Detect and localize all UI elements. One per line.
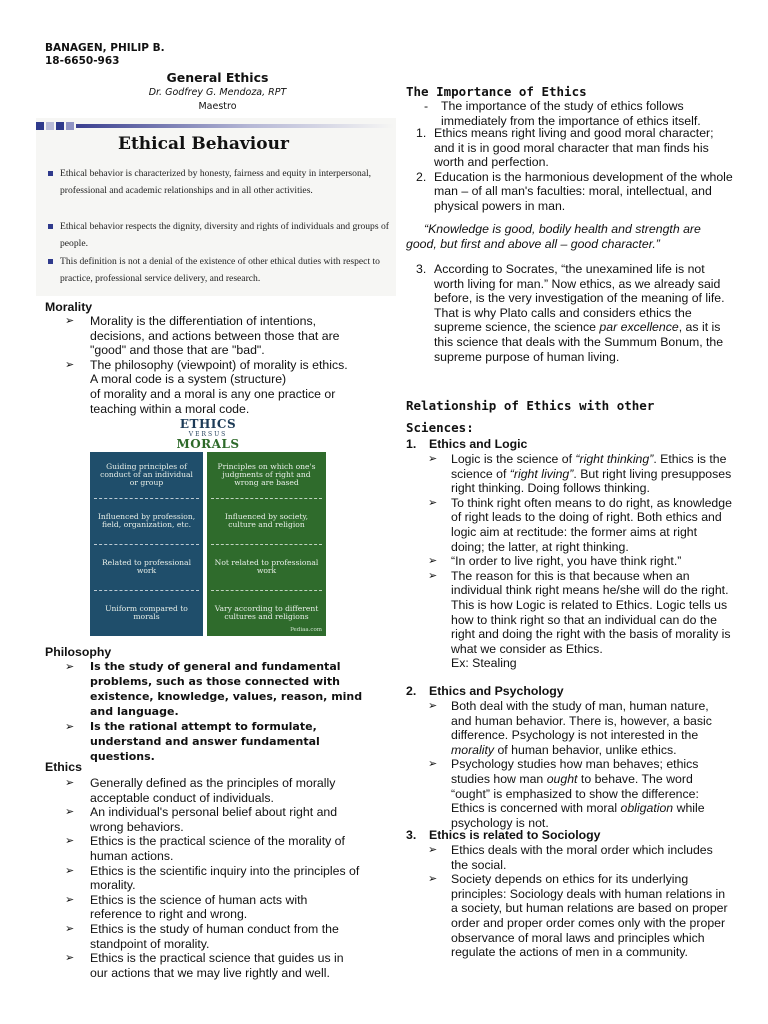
relationship-heading: Relationship of Ethics with other [406,398,655,413]
ethics-cell: Related to professional work [101,558,192,575]
morals-cell: Influenced by society, culture and religion [224,512,309,529]
list-item: ➢ Morality is the differentiation of intentions, decisions, and actions between those that are "good" and those that are "bad". [65,314,340,358]
ethics-cell: Influenced by profession, field, organization, etc. [97,512,196,529]
arrow-bullet-icon: ➢ [65,660,75,673]
arrow-bullet-icon: ➢ [65,358,75,371]
arrow-bullet-icon: ➢ [428,569,438,582]
ethics-column [90,452,203,636]
arrow-bullet-icon: ➢ [65,922,75,935]
ethics-list [45,776,360,980]
arrow-bullet-icon: ➢ [65,720,75,733]
versus-header: VERSUS [188,431,228,438]
square-bullet-icon [48,171,53,176]
philosophy-heading: Philosophy [45,645,112,659]
list-item: ➢ To think right often means to do right, as knowledge of right leads to the doing of right. Both ethics and logic aim at rectitude: the former aims at right doing; the latter, at right thinking. [428,495,732,554]
list-item: 2. Education is the harmonious development of the whole man – of all man's faculties: moral, intellectual, and physical powers in man. [416,169,733,213]
list-item: ➢ Ethics is the scientific inquiry into the principles of morality. [65,863,360,893]
arrow-bullet-icon: ➢ [428,758,438,771]
arrow-bullet-icon: ➢ [428,844,438,856]
section-ethics-psychology: 2. Ethics and Psychology [406,684,564,698]
dash-bullet-icon: - [424,99,429,113]
arrow-bullet-icon: ➢ [65,835,75,848]
list-item: ➢ An individual's personal belief about right and wrong behaviors. [65,805,338,834]
sociology-list [406,843,732,960]
arrow-bullet-icon: ➢ [428,873,438,886]
morality-heading: Morality [45,300,93,314]
list-item: ➢ Ethics deals with the moral order which includes the social. [428,843,713,872]
section-ethics-logic: 1. Ethics and Logic [406,437,528,451]
importance-heading: The Importance of Ethics [406,84,587,99]
arrow-bullet-icon: ➢ [65,777,75,789]
morals-header: MORALS [176,437,240,451]
ethics-vs-morals-graphic [90,416,326,636]
ethical-behaviour-graphic [36,118,396,296]
relationship-heading-line2: Sciences: [406,420,474,435]
arrow-bullet-icon: ➢ [65,806,75,819]
list-item: ➢ Ethics is the practical science of the morality of human actions. [65,834,345,863]
morals-cell: Vary according to different cultures and religions [214,604,319,621]
list-item: ➢ The philosophy (viewpoint) of morality is ethics. A moral code is a system (structure) of morality and a moral is any one practice or teaching within a moral code. [65,357,348,416]
character-quote: “Knowledge is good, bodily health and strength are good, but first and above all – good character.” [406,222,701,251]
list-item: ➢ Psychology studies how man behaves; ethics studies how man ought to behave. The word “ought” is emphasized to show the difference: Ethics is concerned with moral obligation while psychology is not. [428,757,705,830]
ethics-header: ETHICS [179,417,237,431]
arrow-bullet-icon: ➢ [428,700,438,712]
list-item: ➢ Ethics is the practical science that guides us in our actions that we may live rightly and well. [65,951,344,980]
philosophy-list [45,659,367,764]
list-item: 1. Ethics means right living and good moral character; and it is in good moral character that man finds his worth and perfection. [416,126,714,170]
section-ethics-sociology: 3. Ethics is related to Sociology [406,828,601,842]
title-bar-decoration [36,122,396,132]
ethical-behaviour-item: Ethical behavior respects the dignity, diversity and rights of individuals and groups of people. [48,219,392,252]
list-item: 3. According to Socrates, “the unexamined life is not worth living for man.” Now ethics, as we already said before, is the very investigation of the meaning of life. That is why Plato calls and considers ethics the supreme science, the science par excellence, as it is this science that deals with the Summum Bonum, the supreme purpose of human living. [416,262,725,364]
list-item: ➢ Both deal with the study of man, human nature, and human behavior. There is, however, a basic difference. Psychology is not interested in the morality of human behavior, unlike ethics. [428,699,712,757]
instructor-name: Dr. Godfrey G. Mendoza, RPT [148,87,287,98]
course-title: General Ethics [166,70,269,85]
list-item: ➢ Society depends on ethics for its underlying principles: Sociology deals with human relations in a society, but human relations are based on proper order and proper order comes only with the proper observance of moral laws and principles which regulate the actions of men in a community. [428,872,728,960]
ethical-behaviour-item: Ethical behavior is characterized by honesty, fairness and equity in interpersonal, professional and academic relationships and in all other activities. [48,166,392,199]
list-item: ➢ “In order to live right, you have think right.” [428,554,682,569]
list-item: ➢ Logic is the science of “right thinking”. Ethics is the science of “right living”. But right living presupposes right thinking. Doing follows thinking. [428,452,732,496]
list-item: ➢ Ethics is the science of human acts with reference to right and wrong. [65,892,308,922]
square-bullet-icon [48,224,53,229]
arrow-bullet-icon: ➢ [65,315,75,327]
list-item: ➢ Generally defined as the principles of morally acceptable conduct of individuals. [65,776,336,805]
arrow-bullet-icon: ➢ [65,952,75,965]
morals-column [207,452,326,636]
arrow-bullet-icon: ➢ [428,555,438,568]
list-item: ➢ Ethics is the study of human conduct from the standpoint of morality. [65,921,339,951]
ethics-cell: Guiding principles of conduct of an individual or group [100,462,193,487]
list-item: ➢ Is the rational attempt to formulate, understand and answer fundamental questions. [65,720,320,763]
importance-list [406,126,734,214]
arrow-bullet-icon: ➢ [428,453,438,465]
morals-cell: Principles on which one's judgments of right and wrong are based [217,462,316,487]
importance-list-continued [406,262,726,364]
ethics-heading: Ethics [45,760,82,774]
morality-list [45,314,350,416]
instructor-degree: Maestro [198,101,237,112]
arrow-bullet-icon: ➢ [428,496,438,509]
arrow-bullet-icon: ➢ [65,893,75,906]
author-name: BANAGEN, PHILIP B. [45,42,165,54]
morals-cell: Not related to professional work [214,558,319,575]
importance-dash-item: - The importance of the study of ethics follows immediately from the importance of ethics itself. [424,99,701,128]
image-credit: Pediaa.com [290,627,322,633]
logic-list [406,452,732,671]
student-id: 18-6650-963 [45,55,120,67]
arrow-bullet-icon: ➢ [65,864,75,877]
ethical-behaviour-title: Ethical Behaviour [118,134,289,154]
ethical-behaviour-item: This definition is not a denial of the existence of other ethical duties with respect to practice, professional service delivery, and research. [48,254,392,287]
ethics-cell: Uniform compared to morals [105,604,188,621]
list-item: ➢ The reason for this is that because when an individual think right means he/she will do the right. This is how Logic is related to Ethics. Logic tells us how to think right so that an individual can do the right and doing the right with the basis of morality is what we consider as Ethics. Ex: Stealing [428,568,731,671]
psychology-list [406,699,732,830]
square-bullet-icon [48,259,53,264]
list-item: ➢ Is the study of general and fundamental problems, such as those connected with existence, knowledge, values, reason, mind and language. [65,660,363,718]
